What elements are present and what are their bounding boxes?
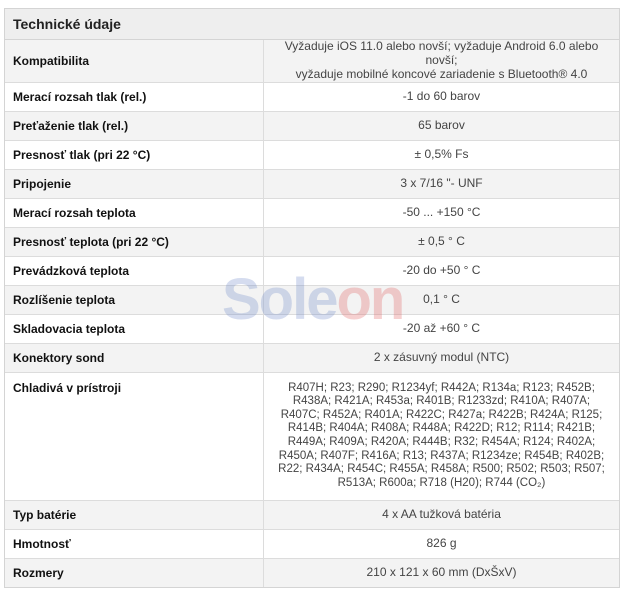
spec-value: 3 x 7/16 "- UNF <box>264 169 620 198</box>
spec-value: -20 až +60 ° C <box>264 314 620 343</box>
table-row <box>5 529 619 558</box>
spec-label: Konektory sond <box>5 343 264 372</box>
table-row <box>5 343 619 372</box>
specs-table <box>5 40 619 587</box>
table-row <box>5 111 619 140</box>
spec-value: 826 g <box>264 529 620 558</box>
spec-value: 210 x 121 x 60 mm (DxŠxV) <box>264 558 620 587</box>
spec-label: Preťaženie tlak (rel.) <box>5 111 264 140</box>
spec-label: Pripojenie <box>5 169 264 198</box>
table-row <box>5 500 619 529</box>
table-row <box>5 82 619 111</box>
specs-heading: Technické údaje <box>5 9 619 40</box>
spec-value: 0,1 ° C <box>264 285 620 314</box>
spec-label: Hmotnosť <box>5 529 264 558</box>
spec-value: ± 0,5% Fs <box>264 140 620 169</box>
spec-value: 65 barov <box>264 111 620 140</box>
table-row <box>5 140 619 169</box>
spec-label: Kompatibilita <box>5 40 264 82</box>
spec-label: Merací rozsah teplota <box>5 198 264 227</box>
spec-label: Typ batérie <box>5 500 264 529</box>
table-row <box>5 372 619 500</box>
watermark-part-2: on <box>336 267 404 332</box>
spec-label: Rozlíšenie teplota <box>5 285 264 314</box>
table-row <box>5 256 619 285</box>
table-row <box>5 227 619 256</box>
technical-specs-panel <box>4 8 620 588</box>
spec-label: Presnosť teplota (pri 22 °C) <box>5 227 264 256</box>
spec-value: ± 0,5 ° C <box>264 227 620 256</box>
watermark-part-1: Sole <box>222 267 337 332</box>
spec-label: Rozmery <box>5 558 264 587</box>
spec-value: 2 x zásuvný modul (NTC) <box>264 343 620 372</box>
spec-value: 4 x AA tužková batéria <box>264 500 620 529</box>
spec-value: R407H; R23; R290; R1234yf; R442A; R134a; R123; R452B; R438A; R421A; R453a; R401B; R1233zd; R410A; R407A; R407C; R452A; R401A; R422C; R427a; R422B; R424A; R125; R414B; R404A; R408A; R448A; R422D; R12; R114; R421B; R449A; R409A; R420A; R444B; R32; R454A; R124; R402A; R450A; R407F; R416A; R13; R437A; R1234ze; R454B; R402B; R22; R434A; R454C; R455A; R458A; R500; R502; R503; R507; R513A; R600a; R718 (H20); R744 (CO₂) <box>264 372 620 500</box>
spec-label: Prevádzková teplota <box>5 256 264 285</box>
spec-label: Skladovacia teplota <box>5 314 264 343</box>
spec-value: Vyžaduje iOS 11.0 alebo novší; vyžaduje Android 6.0 alebo novší; vyžaduje mobilné koncové zariadenie s Bluetooth® 4.0 <box>264 40 620 82</box>
spec-label: Chladivá v prístroji <box>5 372 264 500</box>
table-row <box>5 558 619 587</box>
spec-label: Presnosť tlak (pri 22 °C) <box>5 140 264 169</box>
spec-value: -20 do +50 ° C <box>264 256 620 285</box>
table-row <box>5 40 619 82</box>
table-row <box>5 169 619 198</box>
spec-value: -1 do 60 barov <box>264 82 620 111</box>
table-row <box>5 285 619 314</box>
table-row <box>5 314 619 343</box>
spec-value: -50 ... +150 °C <box>264 198 620 227</box>
spec-label: Merací rozsah tlak (rel.) <box>5 82 264 111</box>
table-row <box>5 198 619 227</box>
